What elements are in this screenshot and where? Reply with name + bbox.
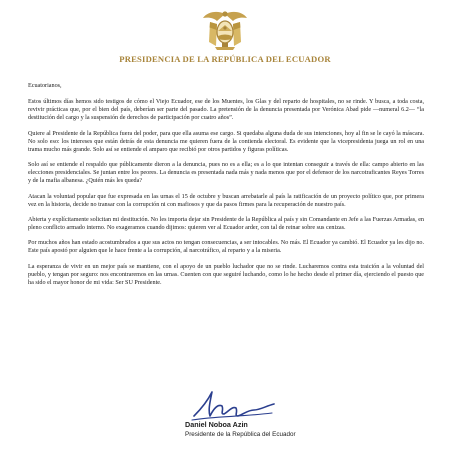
handwritten-signature xyxy=(188,386,278,424)
paragraph: Solo así se entiende el respaldo que públicamente dieron a la denuncia, pues no es a ella; es a lo que intentan conseguir a través de ella: campo abierto en las elecciones presidenciales. Se juntan entre los peores. La denuncia es presentada nada más y nada menos que por el defensor de los narcotraficantes Reyes Torres y de la mafia albanesa. ¿Quién más les queda? xyxy=(28,162,424,185)
paragraph: La esperanza de vivir en un mejor país se mantiene, con el apoyo de un pueblo luchador que no se rinde. Lucharemos contra esta traición a la voluntad del pueblo, y tengan por seguro: nos encontraremos en las urnas. Cuenten con que seguiré luchando, como lo he hecho desde el primer día, ejerciendo el puesto que ha sido el mayor honor de mi vida: Ser SU Presidente. xyxy=(28,263,424,286)
page-title: PRESIDENCIA DE LA REPÚBLICA DEL ECUADOR xyxy=(119,54,331,64)
greeting: Ecuatorianos, xyxy=(28,83,62,89)
letter-body xyxy=(28,82,424,294)
paragraph: Por muchos años han estado acostumbrados a que sus actos no tengan consecuencias, a ser intocables. No más. El Ecuador ya cambió. El Ecuador ya les dijo no. Este país apostó por alguien que le hace frente a la corrupción, al narcotráfico, al reparto y a la miseria. xyxy=(28,240,424,255)
paragraph: Abierta y explícitamente solicitan mi destitución. No les importa dejar sin Presidente de la República al país y sin Comandante en Jefe a las Fuerzas Armadas, en pleno conflicto armado interno. No exageramos cuando dijimos: quieren ver al Ecuador arder, con tal de reinar sobre sus cenizas. xyxy=(28,216,424,231)
ecuador-coat-of-arms-icon xyxy=(201,8,249,52)
paragraph: Quiere al Presidente de la República fuera del poder, para que ella asuma ese cargo. Si quedaba alguna duda de sus intenciones, hoy al fin se le cayó la máscara. No solo eso: los intereses que están detrás de esta denuncia me quieren fuera de la contienda electoral. Es evidente que la vicepresidenta juega un rol en una trama mucho más grande. Solo así se entiende el amparo que recibió por otros partidos y figuras políticas. xyxy=(28,130,424,153)
signer-name: Daniel Noboa Azin xyxy=(185,420,248,429)
paragraph: Estos últimos días hemos sido testigos de cómo el Viejo Ecuador, ese de los Muentes, los Glas y del reparto de hospitales, no se rinde. Y busca, a toda costa, revivir prácticas que, por el bien del país, deberían ser parte del pasado. La pretensión de la denuncia presentada por Verónica Abad pide —numeral 6.2— “la destitución del cargo y la suspensión de derechos de participación por cuatro años”. xyxy=(28,99,424,122)
paragraph: Atacan la voluntad popular que fue expresada en las urnas el 15 de octubre y buscan arrebatarle al país la ratificación de un proyecto político que, por primera vez en la historia, decide no transar con la corrupción ni con mafiosos y que da pasos firmes para la recuperación de nuestro país. xyxy=(28,193,424,208)
signer-title: Presidente de la República del Ecuador xyxy=(185,431,296,438)
